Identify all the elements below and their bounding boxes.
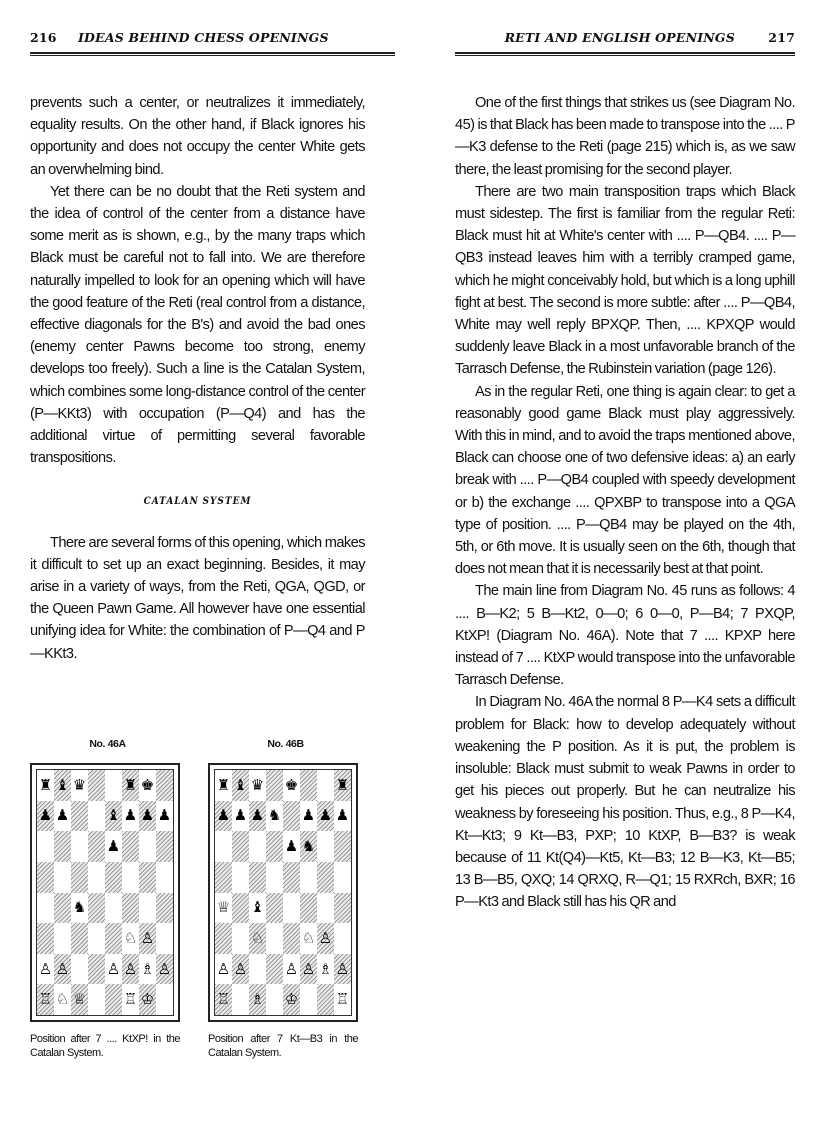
chess-piece-icon: ♝ <box>250 898 265 917</box>
board-square <box>300 831 317 862</box>
diagram-caption: Position after 7 .... KtXP! in the Catalan System. <box>30 1033 180 1059</box>
board-square <box>88 893 105 924</box>
chess-piece-icon: ♙ <box>106 959 121 978</box>
board-square <box>54 954 71 985</box>
chess-piece-icon: ♙ <box>284 959 299 978</box>
board-square <box>300 893 317 924</box>
board-square <box>232 862 249 893</box>
board-square <box>283 831 300 862</box>
chess-piece-icon: ♜ <box>123 775 138 794</box>
board-square <box>249 984 266 1015</box>
chess-piece-icon: ♘ <box>301 928 316 947</box>
board-square <box>105 801 122 832</box>
board-square <box>71 954 88 985</box>
board-square <box>283 954 300 985</box>
board-square <box>105 984 122 1015</box>
board-square <box>122 984 139 1015</box>
board-square <box>249 862 266 893</box>
board-square <box>88 923 105 954</box>
chess-piece-icon: ♕ <box>216 898 231 917</box>
board-square <box>156 954 173 985</box>
board-square <box>139 893 156 924</box>
board-square <box>139 770 156 801</box>
board-frame <box>208 763 358 1022</box>
right-page-number: 217 <box>768 30 795 45</box>
board-square <box>156 923 173 954</box>
chess-piece-icon: ♞ <box>301 837 316 856</box>
board-square <box>266 831 283 862</box>
board-square <box>249 893 266 924</box>
board-square <box>266 893 283 924</box>
chess-piece-icon: ♟ <box>106 837 121 856</box>
board-square <box>37 831 54 862</box>
board-square <box>156 984 173 1015</box>
board-square <box>37 893 54 924</box>
board-square <box>71 801 88 832</box>
board-square <box>232 923 249 954</box>
board-square <box>156 862 173 893</box>
diagram-46a <box>30 738 185 1060</box>
board-square <box>105 862 122 893</box>
board-square <box>37 954 54 985</box>
board-square <box>139 954 156 985</box>
paragraph: The main line from Diagram No. 45 runs as follows: 4 .... B—K2; 5 B—Kt2, 0—0; 6 0—0, P—B4; 7 PXQP, KtXP! (Diagram No. 46A). Note that 7 .... KPXP here instead of 7 .... KtXP would transpose into the unfavorable Tarrasch Defense. <box>455 583 795 689</box>
board-square <box>139 923 156 954</box>
board-square <box>54 923 71 954</box>
board-square <box>266 923 283 954</box>
board-square <box>317 862 334 893</box>
board-square <box>54 770 71 801</box>
chess-piece-icon: ♟ <box>123 806 138 825</box>
board-square <box>156 893 173 924</box>
board-square <box>300 923 317 954</box>
board-square <box>249 923 266 954</box>
right-running-head <box>455 26 795 48</box>
left-body-text <box>30 92 365 665</box>
chess-piece-icon: ♙ <box>216 959 231 978</box>
board-square <box>266 954 283 985</box>
chess-piece-icon: ♘ <box>123 928 138 947</box>
board-square <box>105 923 122 954</box>
left-running-title: IDEAS BEHIND CHESS OPENINGS <box>78 30 329 45</box>
board-square <box>71 923 88 954</box>
board-square <box>88 770 105 801</box>
board-square <box>156 770 173 801</box>
chess-piece-icon: ♔ <box>140 990 155 1009</box>
board-square <box>232 954 249 985</box>
board-square <box>105 831 122 862</box>
board-square <box>300 954 317 985</box>
board-square <box>122 801 139 832</box>
board-square <box>215 770 232 801</box>
board-square <box>215 923 232 954</box>
paragraph: As in the regular Reti, one thing is again clear: to get a reasonably good game Black must play aggressively. With this in mind, and to avoid the traps mentioned above, Black can choose one of two defensive ideas: a) an early break with .... P—QB4 coupled with speedy development or b) the exchange .... QPXBP to transpose into a QGA type of position. .... P—QB4 may be played on the 4th, 5th, or 6th move. It is usually seen on the 6th, though that does not mean that it is necessarily best at that point. <box>455 383 795 578</box>
board-square <box>156 831 173 862</box>
board-square <box>283 862 300 893</box>
board-square <box>334 954 351 985</box>
board-square <box>37 984 54 1015</box>
board-square <box>37 862 54 893</box>
chess-piece-icon: ♚ <box>140 775 155 794</box>
chess-piece-icon: ♗ <box>140 959 155 978</box>
board-square <box>317 923 334 954</box>
board-square <box>71 770 88 801</box>
section-heading: CATALAN SYSTEM <box>143 496 252 508</box>
chess-piece-icon: ♝ <box>233 775 248 794</box>
board-square <box>334 893 351 924</box>
paragraph: There are two main transposition traps which Black must sidestep. The first is familiar from the regular Reti: Black must hit at White's center with .... P—QB4. .... P—QB3 instead leaves him with a terribly cramped game, which he might conceivably hold, but which is a long uphill fight at best. The second is more subtle: after .... P—QB4, White may well reply BPXQP. Then, .... KPXQP would suddenly leave Black in a most unfavorable branch of the Tarrasch Defense, the Rubinstein variation (page 126). <box>455 183 795 378</box>
board-square <box>249 770 266 801</box>
board-square <box>283 984 300 1015</box>
board-square <box>54 862 71 893</box>
board-square <box>334 984 351 1015</box>
chess-piece-icon: ♜ <box>335 775 350 794</box>
chess-piece-icon: ♖ <box>38 990 53 1009</box>
paragraph: Yet there can be no doubt that the Reti system and the idea of control of the center from a distance have some merit as is shown, e.g., by the many traps which Black must be careful not to fall into. We are therefore naturally impelled to look for an opening which will have the good feature of the Reti (real control from a distance, effective diagonals for the B's) and avoid the bad ones (enemy center Pawns become too strong, enemy develops too freely). Such a line is the Catalan System, which combines some long-distance control of the center (P—KKt3) with occupation (P—Q4) and has the additional virtue of permitting several favorable transpositions. <box>30 183 365 467</box>
chess-piece-icon: ♛ <box>250 775 265 794</box>
board-square <box>54 893 71 924</box>
board-square <box>266 984 283 1015</box>
board-frame <box>30 763 180 1022</box>
board-square <box>317 893 334 924</box>
board-square <box>37 923 54 954</box>
chess-board <box>214 769 352 1016</box>
chess-piece-icon: ♖ <box>335 990 350 1009</box>
board-square <box>71 984 88 1015</box>
board-square <box>37 801 54 832</box>
board-square <box>215 893 232 924</box>
chess-piece-icon: ♙ <box>123 959 138 978</box>
chess-piece-icon: ♟ <box>157 806 172 825</box>
board-square <box>122 770 139 801</box>
board-square <box>54 831 71 862</box>
board-square <box>266 801 283 832</box>
chess-piece-icon: ♟ <box>55 806 70 825</box>
board-square <box>215 801 232 832</box>
chess-piece-icon: ♙ <box>233 959 248 978</box>
board-square <box>334 801 351 832</box>
left-head-rule <box>30 52 395 56</box>
chess-piece-icon: ♝ <box>55 775 70 794</box>
board-square <box>105 954 122 985</box>
board-square <box>105 893 122 924</box>
chess-piece-icon: ♟ <box>318 806 333 825</box>
board-square <box>71 831 88 862</box>
board-square <box>283 893 300 924</box>
chess-piece-icon: ♙ <box>140 928 155 947</box>
board-square <box>334 831 351 862</box>
board-square <box>317 770 334 801</box>
chess-piece-icon: ♙ <box>318 928 333 947</box>
board-square <box>249 831 266 862</box>
chess-piece-icon: ♜ <box>38 775 53 794</box>
board-square <box>122 893 139 924</box>
board-square <box>122 862 139 893</box>
board-square <box>88 954 105 985</box>
board-square <box>300 862 317 893</box>
board-square <box>215 954 232 985</box>
board-square <box>122 954 139 985</box>
board-square <box>232 984 249 1015</box>
diagram-46b <box>208 738 363 1060</box>
board-square <box>283 801 300 832</box>
board-square <box>334 770 351 801</box>
chess-piece-icon: ♗ <box>250 990 265 1009</box>
chess-piece-icon: ♙ <box>301 959 316 978</box>
board-square <box>37 770 54 801</box>
left-page-number: 216 <box>30 30 57 45</box>
right-page <box>455 26 795 911</box>
board-square <box>88 862 105 893</box>
board-square <box>232 893 249 924</box>
board-square <box>249 954 266 985</box>
chess-piece-icon: ♚ <box>284 775 299 794</box>
board-square <box>317 801 334 832</box>
board-square <box>215 862 232 893</box>
chess-piece-icon: ♙ <box>55 959 70 978</box>
left-page <box>30 26 395 1059</box>
chess-piece-icon: ♞ <box>267 806 282 825</box>
right-head-rule <box>455 52 795 56</box>
left-running-head <box>30 26 395 48</box>
board-square <box>300 801 317 832</box>
board-square <box>334 862 351 893</box>
chess-piece-icon: ♟ <box>335 806 350 825</box>
chess-piece-icon: ♟ <box>301 806 316 825</box>
chess-piece-icon: ♜ <box>216 775 231 794</box>
chess-piece-icon: ♟ <box>233 806 248 825</box>
board-square <box>156 801 173 832</box>
chess-piece-icon: ♛ <box>72 775 87 794</box>
chess-piece-icon: ♙ <box>38 959 53 978</box>
board-square <box>105 770 122 801</box>
board-square <box>283 770 300 801</box>
board-square <box>317 831 334 862</box>
chess-piece-icon: ♟ <box>140 806 155 825</box>
board-square <box>139 984 156 1015</box>
board-square <box>317 954 334 985</box>
chess-piece-icon: ♙ <box>157 959 172 978</box>
board-square <box>266 862 283 893</box>
chess-board <box>36 769 174 1016</box>
paragraph: In Diagram No. 46A the normal 8 P—K4 sets a difficult problem for Black: how to develop adequately without weakening the P position. As it is put, the problem is insoluble: Black must submit to weak Pawns in order to get his pieces out properly. But he can neutralize his weakness by foreseeing his position. Thus, e.g., 8 P—K4, Kt—Kt3; 9 Kt—B3, PXP; 10 KtXP, B—B3? is weak because of 11 Kt(Q4)—Kt5, Kt—B3; 12 B—K3, Kt—B5; 13 B—B5, QXQ; 14 QRXQ, R—Q1; 15 RXRch, BXR; 16 P—Kt3 and Black still has his QR and <box>455 694 795 911</box>
board-square <box>334 923 351 954</box>
right-running-title: RETI AND ENGLISH OPENINGS <box>504 30 735 45</box>
board-square <box>232 831 249 862</box>
board-square <box>71 862 88 893</box>
board-square <box>215 984 232 1015</box>
board-square <box>232 770 249 801</box>
chess-piece-icon: ♟ <box>38 806 53 825</box>
board-square <box>283 923 300 954</box>
chess-piece-icon: ♔ <box>284 990 299 1009</box>
diagram-caption: Position after 7 Kt—B3 in the Catalan System. <box>208 1033 358 1059</box>
paragraph: One of the first things that strikes us (see Diagram No. 45) is that Black has been made to transpose into the .... P—K3 defense to the Reti (page 215) which is, as we saw there, the least promising for the second player. <box>455 95 795 178</box>
board-square <box>88 801 105 832</box>
board-square <box>139 831 156 862</box>
board-square <box>122 923 139 954</box>
chess-piece-icon: ♘ <box>250 928 265 947</box>
paragraph: There are several forms of this opening, which makes it difficult to set up an exact beginning. Besides, it may arise in a variety of ways, from the Reti, QGA, QGD, or the Queen Pawn Game. All however have one essential unifying idea for White: the combination of P—Q4 and P—KKt3. <box>30 534 365 662</box>
board-square <box>54 984 71 1015</box>
board-square <box>139 862 156 893</box>
board-square <box>300 984 317 1015</box>
chess-piece-icon: ♕ <box>72 990 87 1009</box>
board-square <box>139 801 156 832</box>
diagram-title: No. 46B <box>267 738 304 750</box>
chess-piece-icon: ♟ <box>216 806 231 825</box>
board-square <box>88 831 105 862</box>
chess-piece-icon: ♟ <box>250 806 265 825</box>
chess-piece-icon: ♝ <box>106 806 121 825</box>
board-square <box>71 893 88 924</box>
chess-piece-icon: ♖ <box>216 990 231 1009</box>
board-square <box>266 770 283 801</box>
paragraph: prevents such a center, or neutralizes it immediately, equality results. On the other hand, if Black ignores his opportunity and does not occupy the center White gets an overwhelming bind. <box>30 95 365 178</box>
chess-piece-icon: ♘ <box>55 990 70 1009</box>
board-square <box>54 801 71 832</box>
chess-piece-icon: ♟ <box>284 837 299 856</box>
board-square <box>122 831 139 862</box>
board-square <box>300 770 317 801</box>
board-square <box>88 984 105 1015</box>
chess-piece-icon: ♞ <box>72 898 87 917</box>
chess-piece-icon: ♙ <box>335 959 350 978</box>
chess-piece-icon: ♖ <box>123 990 138 1009</box>
board-square <box>215 831 232 862</box>
diagram-title: No. 46A <box>89 738 126 750</box>
board-square <box>317 984 334 1015</box>
right-body-text <box>455 92 795 914</box>
chess-piece-icon: ♗ <box>318 959 333 978</box>
board-square <box>232 801 249 832</box>
board-square <box>249 801 266 832</box>
